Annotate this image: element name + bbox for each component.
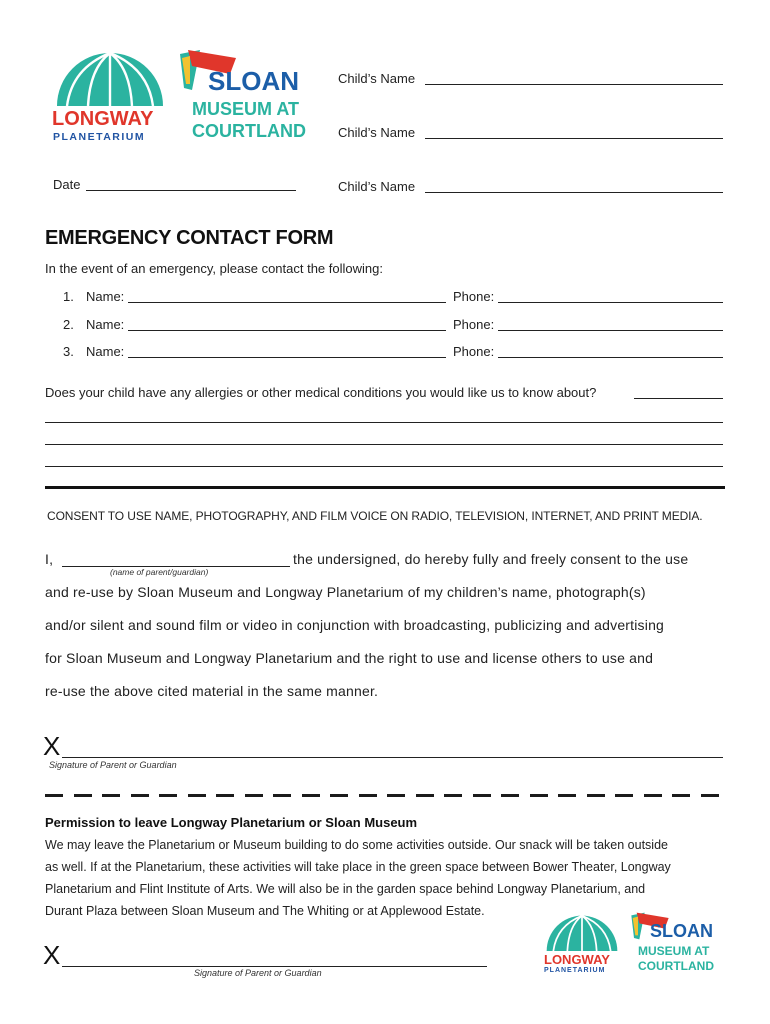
contact-name-field[interactable] <box>128 357 446 358</box>
cut-line <box>45 794 725 797</box>
emergency-intro: In the event of an emergency, please contact the following: <box>45 261 383 276</box>
contact-number: 2. <box>63 317 74 332</box>
signature-caption: Signature of Parent or Guardian <box>194 968 322 978</box>
sloan-logo-line1: MUSEUM AT <box>192 99 299 119</box>
permission-line-1: We may leave the Planetarium or Museum building to do some activities outside. Our snack will be taken outside <box>45 838 668 852</box>
cut-line-dash <box>102 794 120 797</box>
sloan-logo <box>178 48 318 148</box>
cut-line-dash <box>672 794 690 797</box>
contact-name-field[interactable] <box>128 330 446 331</box>
cut-line-dash <box>416 794 434 797</box>
contact-name-label: Name: <box>86 317 125 332</box>
sloan-logo-title: SLOAN <box>650 921 713 941</box>
cut-line-dash <box>302 794 320 797</box>
cut-line-dash <box>216 794 234 797</box>
cut-line-dash <box>587 794 605 797</box>
consent-line-4: for Sloan Museum and Longway Planetarium and the right to use and license others to use and <box>45 650 654 666</box>
cut-line-dash <box>188 794 206 797</box>
longway-logo-title: LONGWAY <box>544 952 610 967</box>
cut-line-dash <box>245 794 263 797</box>
cut-line-dash <box>473 794 491 797</box>
permission-line-2: as well. If at the Planetarium, these activities will take place in the green space between Bower Theater, Longway <box>45 860 671 874</box>
child-name-field[interactable] <box>425 84 723 85</box>
consent-heading: CONSENT TO USE NAME, PHOTOGRAPHY, AND FILM VOICE ON RADIO, TELEVISION, INTERNET, AND PRINT MEDIA. <box>47 509 703 523</box>
contact-phone-label: Phone: <box>453 344 495 359</box>
signature-x-mark: X <box>43 731 61 761</box>
permission-line-3: Planetarium and Flint Institute of Arts. We will also be in the garden space behind Longway Planetarium, and <box>45 882 646 896</box>
longway-logo-subtitle: PLANETARIUM <box>53 131 146 143</box>
consent-line-1: the undersigned, do hereby fully and freely consent to the use <box>293 551 689 567</box>
cut-line-dash <box>273 794 291 797</box>
longway-logo <box>542 912 622 978</box>
signature-field[interactable] <box>62 966 487 967</box>
contact-phone-field[interactable] <box>498 357 723 358</box>
cut-line-dash <box>359 794 377 797</box>
contact-phone-field[interactable] <box>498 330 723 331</box>
signature-field[interactable] <box>62 757 723 758</box>
cut-line-dash <box>615 794 633 797</box>
cut-line-dash <box>45 794 63 797</box>
cut-line-dash <box>701 794 719 797</box>
allergy-answer-field[interactable] <box>634 398 723 399</box>
sloan-logo-line2: COURTLAND <box>192 121 306 141</box>
cut-line-dash <box>74 794 92 797</box>
cut-line-dash <box>644 794 662 797</box>
date-field[interactable] <box>86 190 296 191</box>
consent-i-label: I, <box>45 551 54 567</box>
permission-line-4: Durant Plaza between Sloan Museum and The Whiting or at Applewood Estate. <box>45 904 485 918</box>
child-name-field[interactable] <box>425 192 723 193</box>
allergy-question: Does your child have any allergies or other medical conditions you would like us to know about? <box>45 385 597 400</box>
planetarium-dome-icon <box>542 912 622 954</box>
sloan-logo <box>630 911 730 981</box>
signature-caption: Signature of Parent or Guardian <box>49 760 177 770</box>
sloan-logo-title: SLOAN <box>208 66 299 96</box>
allergy-answer-line[interactable] <box>45 422 723 423</box>
consent-line-2: and re-use by Sloan Museum and Longway Planetarium of my children’s name, photograph(s) <box>45 584 646 600</box>
sloan-logo-line2: COURTLAND <box>638 959 714 973</box>
cut-line-dash <box>444 794 462 797</box>
child-name-field[interactable] <box>425 138 723 139</box>
sloan-logo-line1: MUSEUM AT <box>638 944 710 958</box>
longway-logo-subtitle: PLANETARIUM <box>544 967 606 974</box>
cut-line-dash <box>330 794 348 797</box>
planetarium-dome-icon <box>50 48 170 110</box>
cut-line-dash <box>131 794 149 797</box>
cut-line-dash <box>387 794 405 797</box>
page-title: EMERGENCY CONTACT FORM <box>45 227 334 249</box>
signature-x-mark: X <box>43 940 61 970</box>
permission-heading: Permission to leave Longway Planetarium or Sloan Museum <box>45 815 418 830</box>
contact-number: 1. <box>63 289 74 304</box>
allergy-answer-line[interactable] <box>45 444 723 445</box>
consent-line-3: and/or silent and sound film or video in conjunction with broadcasting, publicizing and advertising <box>45 617 665 633</box>
section-divider <box>45 486 725 489</box>
contact-number: 3. <box>63 344 74 359</box>
child-name-label: Child’s Name <box>338 179 416 194</box>
longway-logo <box>50 48 170 148</box>
cut-line-dash <box>530 794 548 797</box>
cut-line-dash <box>558 794 576 797</box>
contact-phone-field[interactable] <box>498 302 723 303</box>
consent-line-5: re-use the above cited material in the same manner. <box>45 683 379 699</box>
contact-name-label: Name: <box>86 344 125 359</box>
child-name-label: Child’s Name <box>338 71 416 86</box>
contact-name-label: Name: <box>86 289 125 304</box>
date-label: Date <box>53 177 81 192</box>
allergy-answer-line[interactable] <box>45 466 723 467</box>
cut-line-dash <box>159 794 177 797</box>
longway-logo-title: LONGWAY <box>52 108 154 130</box>
contact-name-field[interactable] <box>128 302 446 303</box>
contact-phone-label: Phone: <box>453 289 495 304</box>
child-name-label: Child’s Name <box>338 125 416 140</box>
parent-name-caption: (name of parent/guardian) <box>110 567 209 577</box>
cut-line-dash <box>501 794 519 797</box>
contact-phone-label: Phone: <box>453 317 495 332</box>
